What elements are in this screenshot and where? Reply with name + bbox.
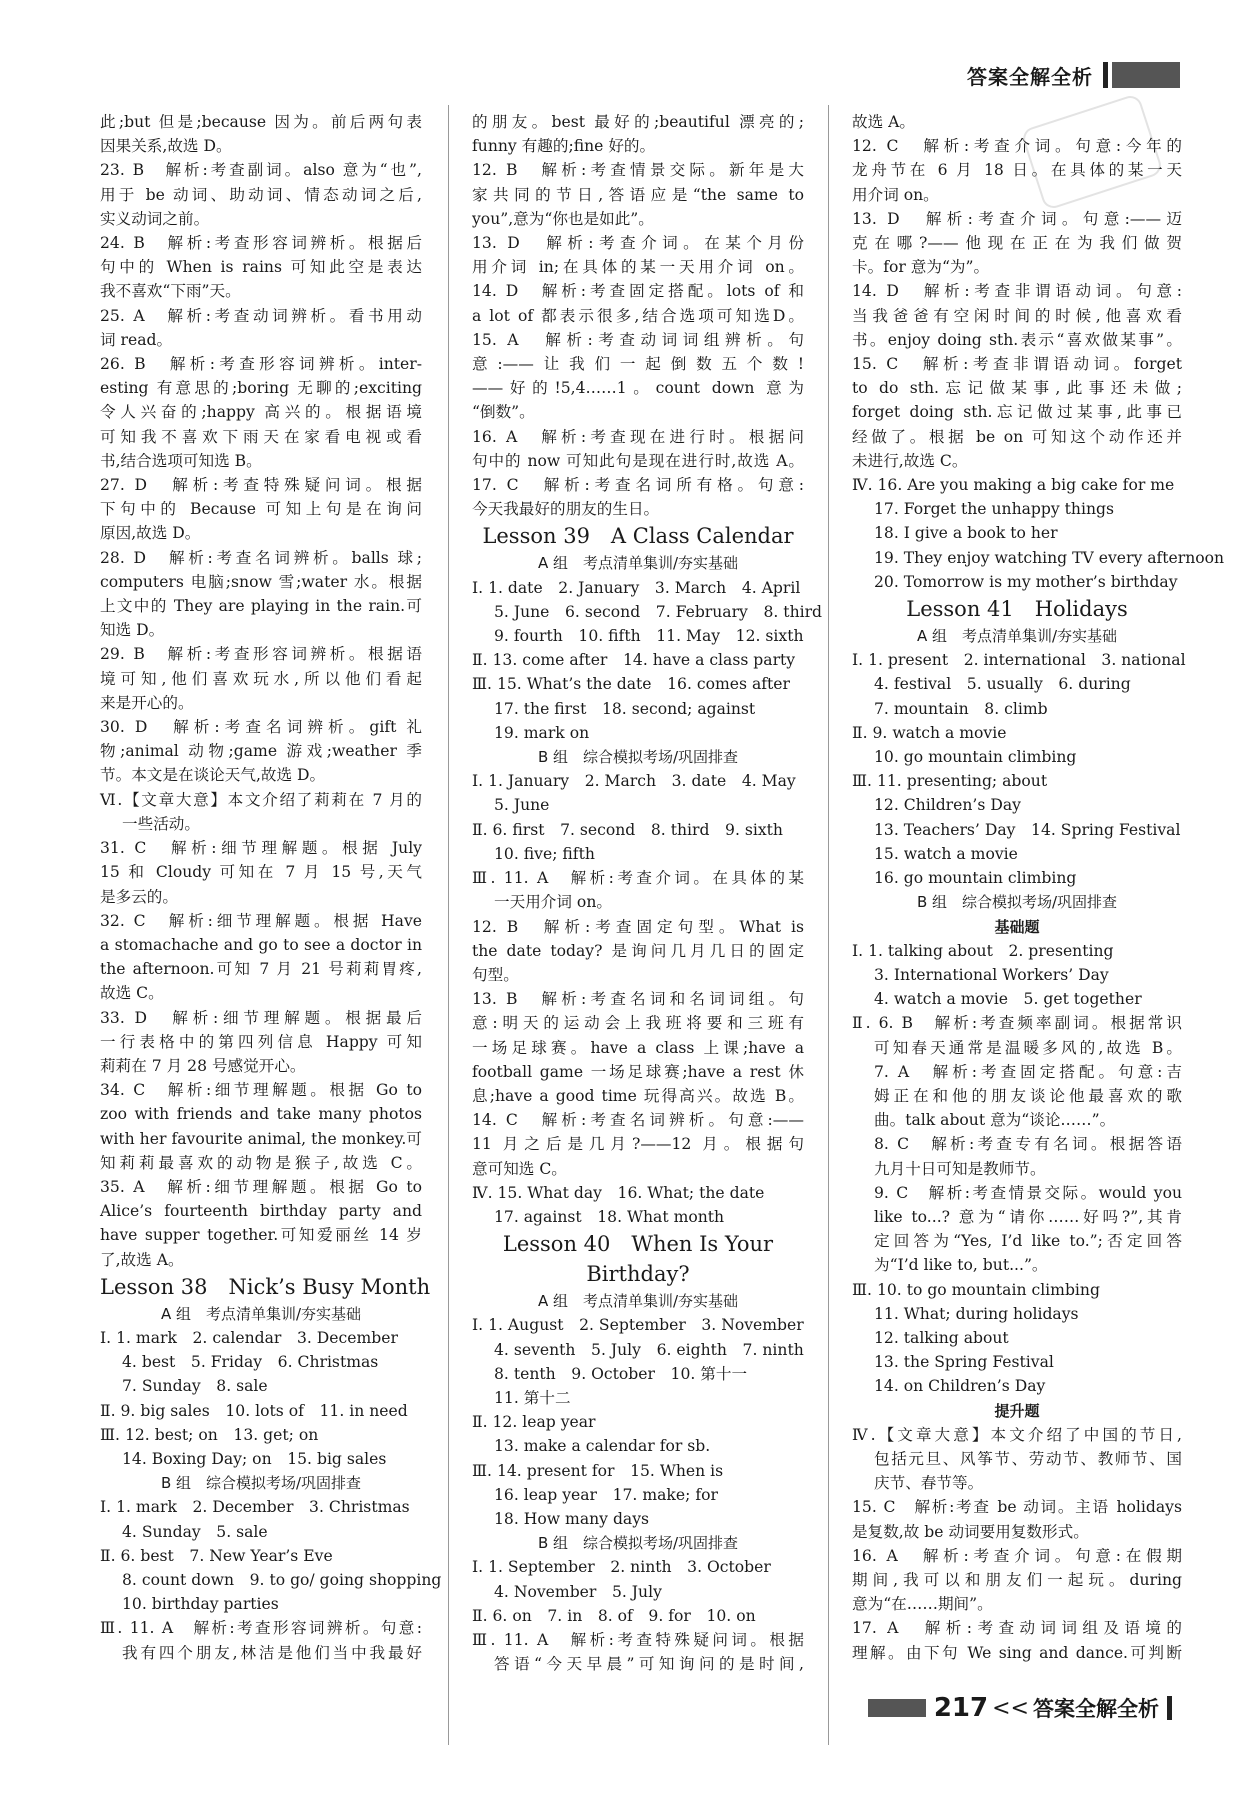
answer-line: 可知春天通常是温暖多风的,故选 B。 — [874, 1038, 1182, 1057]
answer-line: 令人兴奋的;happy 高兴的。根据语境 — [100, 403, 422, 422]
answer-line: 期间,我可以和朋友们一起玩。during — [852, 1570, 1182, 1589]
header-block — [1112, 62, 1180, 88]
answer-line: 庆节、春节等。 — [874, 1474, 984, 1493]
section-heading: A 组 考点清单集训/夯实基础 — [916, 627, 1118, 646]
answer-line: 31. C 解析:细节理解题。根据 July — [100, 839, 422, 858]
answer-line: Ⅰ. 1. date 2. January 3. March 4. April — [472, 578, 801, 597]
answer-line: Ⅱ. 12. leap year — [472, 1413, 596, 1432]
answer-line: 10. birthday parties — [122, 1595, 279, 1614]
answer-line: 今天我最好的朋友的生日。 — [472, 500, 660, 519]
answer-line: 15. watch a movie — [874, 844, 1018, 863]
page-number: 217 — [933, 1693, 989, 1723]
answer-line: 12. B 解析:考查情景交际。新年是大 — [472, 161, 804, 180]
answer-line: 实义动词之前。 — [100, 209, 210, 228]
answer-line: 16. go mountain climbing — [874, 869, 1077, 888]
section-heading: B 组 综合模拟考场/巩固排查 — [160, 1474, 362, 1493]
answer-line: Ⅰ. 1. present 2. international 3. national — [852, 651, 1186, 670]
answer-line: 答语“今天早晨”可知询问的是时间, — [494, 1655, 804, 1674]
answer-line: 13. D 解析:考查介词。句意:——迈 — [852, 209, 1182, 228]
answer-line: 来是开心的。 — [100, 693, 194, 712]
double-chevron-left-icon: << — [992, 1695, 1029, 1721]
section-heading: A 组 考点清单集训/夯实基础 — [160, 1304, 362, 1323]
answer-line: 用介词 in;在具体的某一天用介词 on。 — [472, 258, 804, 277]
page-header — [967, 55, 1180, 95]
answer-line: Ⅲ. 11. presenting; about — [852, 772, 1048, 791]
answer-line: ——好的!5,4……1。count down 意为 — [472, 379, 804, 398]
answer-line: Ⅰ. 1. September 2. ninth 3. October — [472, 1558, 771, 1577]
answer-line: 的朋友。best 最好的;beautiful 漂亮的; — [472, 113, 804, 131]
answer-line: 17. the first 18. second; against — [494, 699, 756, 718]
answer-line: 句型。 — [472, 965, 519, 984]
answer-line: 12. talking about — [874, 1328, 1009, 1347]
answer-line: Ⅲ. 12. best; on 13. get; on — [100, 1425, 319, 1444]
answer-line: Ⅱ. 13. come after 14. have a class party — [472, 651, 796, 670]
answer-line: 因果关系,故选 D。 — [100, 137, 232, 156]
answer-line: 13. the Spring Festival — [874, 1353, 1054, 1372]
answer-line: 19. They enjoy watching TV every afternoon — [874, 548, 1225, 567]
answer-line: 下句中的 Because 可知上句是在询问 — [100, 500, 422, 519]
answer-line: 20. Tomorrow is my mother’s birthday — [874, 572, 1178, 591]
answer-line: 用介词 on。 — [852, 185, 939, 204]
answer-line: 18. I give a book to her — [874, 524, 1058, 543]
answer-line: 12. Children’s Day — [874, 796, 1021, 815]
answer-line: funny 有趣的;fine 好的。 — [472, 137, 656, 156]
answer-line: 了,故选 A。 — [100, 1250, 184, 1269]
answer-line: Ⅳ. 15. What day 16. What; the date — [472, 1183, 765, 1202]
answer-line: esting 有意思的;boring 无聊的;exciting — [100, 379, 422, 398]
answer-line: 书。enjoy doing sth.表示“喜欢做某事”。 — [852, 330, 1182, 349]
answer-line: 8. tenth 9. October 10. 第十一 — [494, 1364, 748, 1383]
answer-line: 15. C 解析:考查 be 动词。主语 holidays — [852, 1498, 1182, 1517]
answer-line: 9. fourth 10. fifth 11. May 12. sixth — [494, 627, 804, 646]
answer-line: 12. C 解析:考查介词。句意:今年的 — [852, 137, 1182, 156]
answer-line: Ⅳ. 16. Are you making a big cake for me — [852, 476, 1175, 495]
section-heading: A 组 考点清单集训/夯实基础 — [537, 1292, 739, 1311]
answer-line: 15. C 解析:考查非谓语动词。forget — [852, 355, 1182, 374]
answer-line: 14. Boxing Day; on 15. big sales — [122, 1449, 387, 1468]
answer-line: 29. B 解析:考查形容词辨析。根据语 — [100, 645, 422, 664]
answer-line: 一行表格中的第四列信息 Happy 可知 — [100, 1032, 422, 1051]
answer-line: 意:明天的运动会上我班将要和三班有 — [472, 1014, 804, 1033]
answer-line: 克在哪?——他现在正在为我们做贺 — [852, 234, 1182, 253]
answer-line: 4. festival 5. usually 6. during — [874, 675, 1131, 694]
answer-line: 意:——让我们一起倒数五个数! — [472, 355, 804, 374]
answer-line: Ⅱ. 6. B 解析:考查频率副词。根据常识 — [852, 1014, 1182, 1033]
answer-line: 25. A 解析:考查动词辨析。看书用动 — [100, 306, 422, 325]
answer-line: 一场足球赛。have a class 上课;have a — [472, 1038, 804, 1057]
answer-line: Ⅱ. 9. big sales 10. lots of 11. in need — [100, 1401, 408, 1420]
answer-line: 用于 be 动词、助动词、情态动词之后, — [100, 185, 422, 204]
answer-line: Ⅵ.【文章大意】本文介绍了莉莉在 7 月的 — [100, 790, 422, 809]
answer-line: Ⅰ. 1. January 2. March 3. date 4. May — [472, 772, 796, 791]
column-divider-2 — [828, 105, 829, 1745]
answer-line: 15 和 Cloudy 可知在 7 月 15 号,天气 — [100, 863, 422, 882]
answer-line: 曲。talk about 意为“谈论……”。 — [874, 1111, 1116, 1130]
answer-line: 书,结合选项可知选 B。 — [100, 451, 262, 470]
answer-line: Ⅲ. 11. A 解析:考查特殊疑问词。根据 — [472, 1630, 804, 1649]
answer-line: 14. D 解析:考查固定搭配。lots of 和 — [472, 282, 804, 301]
answer-line: 物;animal 动物;game 游戏;weather 季 — [100, 742, 422, 761]
answer-line: 10. go mountain climbing — [874, 748, 1077, 767]
answer-line: 16. leap year 17. make; for — [494, 1485, 718, 1504]
answer-line: 词 read。 — [100, 330, 173, 349]
answer-line: 4. best 5. Friday 6. Christmas — [122, 1353, 379, 1372]
answer-line: 我有四个朋友,林洁是他们当中我最好 — [122, 1643, 422, 1662]
answer-line: forget doing sth.忘记做过某事,此事已 — [852, 403, 1182, 422]
lesson-title: Birthday? — [586, 1262, 690, 1287]
answer-line: 26. B 解析:考查形容词辨析。inter- — [100, 355, 422, 374]
section-heading: B 组 综合模拟考场/巩固排查 — [537, 1534, 739, 1553]
answer-line: 原因,故选 D。 — [100, 524, 201, 543]
answer-line: 30. D 解析:考查名词辨析。gift 礼 — [100, 718, 422, 737]
answer-line: 知莉莉最喜欢的动物是猴子,故选 C。 — [100, 1153, 422, 1172]
answer-line: 定回答为“Yes, I’d like to.”;否定回答 — [874, 1232, 1182, 1251]
answer-line: Ⅲ. 11. A 解析:考查形容词辨析。句意: — [100, 1619, 422, 1638]
answer-line: 34. C 解析:细节理解题。根据 Go to — [100, 1081, 422, 1100]
answer-line: 27. D 解析:考查特殊疑问词。根据 — [100, 476, 422, 495]
answer-line: 16. A 解析:考查介词。句意:在假期 — [852, 1546, 1182, 1565]
answer-line: 33. D 解析:细节理解题。根据最后 — [100, 1008, 422, 1027]
header-title: 答案全解全析 — [967, 64, 1093, 89]
answer-line: 是多云的。 — [100, 887, 178, 906]
answer-line: 句中的 When is rains 可知此空是表达 — [100, 258, 422, 277]
answer-line: 17. against 18. What month — [494, 1207, 725, 1226]
answer-line: computers 电脑;snow 雪;water 水。根据 — [100, 572, 422, 591]
answer-line: 意为“在……期间”。 — [852, 1595, 993, 1614]
answer-line: 是复数,故 be 动词要用复数形式。 — [852, 1522, 1089, 1541]
answer-column-1 — [100, 110, 442, 1665]
section-heading: B 组 综合模拟考场/巩固排查 — [537, 748, 739, 767]
answer-line: 13. B 解析:考查名词和名词词组。句 — [472, 990, 804, 1009]
answer-line: with her favourite animal, the monkey.可 — [100, 1129, 422, 1148]
answer-line: the afternoon.可知 7 月 21 号莉莉胃疼, — [100, 960, 422, 979]
answer-line: 11 月之后是几月?——12 月。根据句 — [472, 1135, 804, 1154]
answer-line: 23. B 解析:考查副词。also 意为“也”, — [100, 161, 422, 180]
answer-line: 家共同的节日,答语应是“the same to — [472, 185, 804, 204]
answer-line: 上文中的 They are playing in the rain.可 — [100, 597, 422, 616]
answer-line: Ⅳ.【文章大意】本文介绍了中国的节日, — [852, 1425, 1182, 1444]
answer-line: the date today? 是询问几月几日的固定 — [472, 941, 804, 960]
answer-line: 15. A 解析:考查动词词组辨析。句 — [472, 330, 804, 349]
answer-line: 境可知,他们喜欢玩水,所以他们看起 — [100, 669, 422, 688]
answer-line: 4. seventh 5. July 6. eighth 7. ninth — [494, 1340, 804, 1359]
answer-line: 经做了。根据 be on 可知这个动作还并 — [852, 427, 1182, 446]
subsection-heading: 基础题 — [994, 917, 1040, 936]
answer-line: 九月十日可知是教师节。 — [874, 1159, 1046, 1178]
answer-column-3 — [852, 110, 1225, 1665]
answer-line: 5. June 6. second 7. February 8. third — [494, 602, 823, 621]
lesson-title: Lesson 39 A Class Calendar — [482, 524, 794, 549]
answer-line: 35. A 解析:细节理解题。根据 Go to — [100, 1177, 422, 1196]
answer-line: Ⅱ. 9. watch a movie — [852, 723, 1007, 742]
answer-line: 17. C 解析:考查名词所有格。句意: — [472, 476, 804, 495]
answer-line: 故选 C。 — [100, 984, 164, 1003]
answer-line: 包括元旦、风筝节、劳动节、教师节、国 — [874, 1449, 1182, 1468]
answer-line: Alice’s fourteenth birthday party and — [100, 1202, 422, 1221]
answer-line: Ⅰ. 1. August 2. September 3. November — [472, 1316, 804, 1335]
answer-line: 17. A 解析:考查动词词组及语境的 — [852, 1619, 1182, 1638]
answer-line: 姆正在和他的朋友谈论他最喜欢的歌 — [874, 1086, 1182, 1105]
answer-line: 24. B 解析:考查形容词辨析。根据后 — [100, 234, 422, 253]
answer-line: 故选 A。 — [852, 113, 915, 131]
answer-line: Ⅲ. 14. present for 15. When is — [472, 1461, 724, 1480]
answer-line: 8. C 解析:考查专有名词。根据答语 — [874, 1135, 1182, 1154]
answer-line: 14. on Children’s Day — [874, 1377, 1046, 1396]
answer-column-2 — [472, 110, 823, 1676]
answer-line: have supper together.可知爱丽丝 14 岁 — [100, 1226, 422, 1245]
answer-line: 5. June — [494, 796, 550, 815]
answer-line: 14. C 解析:考查名词辨析。句意:—— — [472, 1111, 804, 1130]
lesson-title: Lesson 40 When Is Your — [502, 1232, 774, 1257]
answer-line: 句中的 now 可知此句是现在进行时,故选 A。 — [472, 451, 804, 470]
answer-line: Ⅰ. 1. talking about 2. presenting — [852, 941, 1114, 960]
answer-line: like to...? 意为“请你……好吗?”,其肯 — [874, 1207, 1182, 1226]
answer-line: Ⅲ. 10. to go mountain climbing — [852, 1280, 1100, 1299]
answer-line: 4. November 5. July — [494, 1582, 662, 1601]
answer-line: 8. count down 9. to go/ going shopping — [122, 1570, 442, 1589]
answer-line: 3. International Workers’ Day — [874, 965, 1109, 984]
page-footer — [868, 1690, 1172, 1726]
answer-line: 卡。for 意为“为”。 — [852, 258, 990, 277]
answer-line: football game 一场足球赛;have a rest 休 — [472, 1062, 804, 1081]
answer-line: 7. mountain 8. climb — [874, 699, 1048, 718]
answer-line: 7. A 解析:考查固定搭配。句意:吉 — [874, 1062, 1182, 1081]
answer-line: 龙舟节在 6 月 18 日。在具体的某一天 — [852, 161, 1182, 180]
answer-line: 4. watch a movie 5. get together — [874, 990, 1142, 1009]
footer-block — [868, 1699, 926, 1717]
answer-line: 11. 第十二 — [494, 1388, 571, 1407]
answer-line: 意可知选 C。 — [472, 1159, 567, 1178]
answer-line: 4. Sunday 5. sale — [122, 1522, 268, 1541]
lesson-title: Lesson 38 Nick’s Busy Month — [100, 1274, 431, 1299]
answer-line: 知选 D。 — [100, 621, 165, 640]
answer-line: 13. make a calendar for sb. — [494, 1437, 711, 1456]
answer-line: 14. D 解析:考查非谓语动词。句意: — [852, 282, 1182, 301]
answer-line: 17. Forget the unhappy things — [874, 500, 1114, 519]
section-heading: A 组 考点清单集训/夯实基础 — [537, 554, 739, 573]
answer-line: 12. B 解析:考查固定句型。What is — [472, 917, 804, 936]
footer-bar — [1167, 1696, 1172, 1720]
answer-line: 节。本文是在谈论天气,故选 D。 — [100, 766, 326, 785]
answer-line: 我不喜欢“下雨”天。 — [100, 282, 241, 301]
answer-line: 19. mark on — [494, 723, 590, 742]
answer-line: 28. D 解析:考查名词辨析。balls 球; — [100, 548, 422, 567]
answer-line: 息;have a good time 玩得高兴。故选 B。 — [472, 1086, 804, 1105]
answer-line: 一天用介词 on。 — [494, 893, 612, 912]
answer-line: a lot of 都表示很多,结合选项可知选D。 — [472, 306, 804, 325]
answer-line: Ⅲ. 11. A 解析:考查介词。在具体的某 — [472, 869, 804, 888]
answer-line: 可知我不喜欢下雨天在家看电视或看 — [100, 427, 422, 446]
column-divider-1 — [448, 105, 449, 1745]
answer-line: Ⅱ. 6. first 7. second 8. third 9. sixth — [472, 820, 783, 839]
answer-line: 莉莉在 7 月 28 号感觉开心。 — [100, 1056, 306, 1075]
answer-line: Ⅰ. 1. mark 2. December 3. Christmas — [100, 1498, 410, 1517]
answer-line: 为“I’d like to, but...”。 — [874, 1256, 1048, 1275]
answer-line: Ⅲ. 15. What’s the date 16. comes after — [472, 675, 790, 694]
answer-line: 16. A 解析:考查现在进行时。根据问 — [472, 427, 804, 446]
answer-line: a stomachache and go to see a doctor in — [100, 935, 422, 954]
answer-line: 10. five; fifth — [494, 844, 595, 863]
answer-line: 7. Sunday 8. sale — [122, 1377, 268, 1396]
subsection-heading: 提升题 — [994, 1401, 1040, 1420]
lesson-title: Lesson 41 Holidays — [906, 597, 1128, 622]
answer-line: 13. D 解析:考查介词。在某个月份 — [472, 234, 804, 253]
answer-line: zoo with friends and take many photos — [100, 1105, 422, 1124]
answer-line: 18. How many days — [494, 1509, 650, 1528]
answer-line: Ⅱ. 6. best 7. New Year’s Eve — [100, 1546, 333, 1565]
answer-line: 32. C 解析:细节理解题。根据 Have — [100, 911, 422, 930]
answer-line: you”,意为“你也是如此”。 — [472, 209, 654, 228]
answer-line: 此;but 但是;because 因为。前后两句表 — [100, 113, 422, 131]
answer-line: 未进行,故选 C。 — [852, 451, 968, 470]
answer-line: 9. C 解析:考查情景交际。would you — [874, 1183, 1182, 1202]
answer-line: to do sth.忘记做某事,此事还未做; — [852, 379, 1182, 398]
answer-line: Ⅱ. 6. on 7. in 8. of 9. for 10. on — [472, 1606, 756, 1625]
answer-line: 理解。由下句 We sing and dance.可判断 — [852, 1643, 1182, 1662]
answer-line: “倒数”。 — [472, 403, 535, 422]
answer-line: 11. What; during holidays — [874, 1304, 1079, 1323]
answer-line: 13. Teachers’ Day 14. Spring Festival — [874, 820, 1181, 839]
answer-line: 一些活动。 — [122, 814, 200, 833]
answer-line: 当我爸爸有空闲时间的时候,他喜欢看 — [852, 306, 1182, 325]
answer-line: Ⅰ. 1. mark 2. calendar 3. December — [100, 1328, 398, 1347]
header-bar — [1103, 62, 1108, 88]
footer-title: 答案全解全析 — [1033, 1697, 1159, 1721]
section-heading: B 组 综合模拟考场/巩固排查 — [916, 893, 1118, 912]
